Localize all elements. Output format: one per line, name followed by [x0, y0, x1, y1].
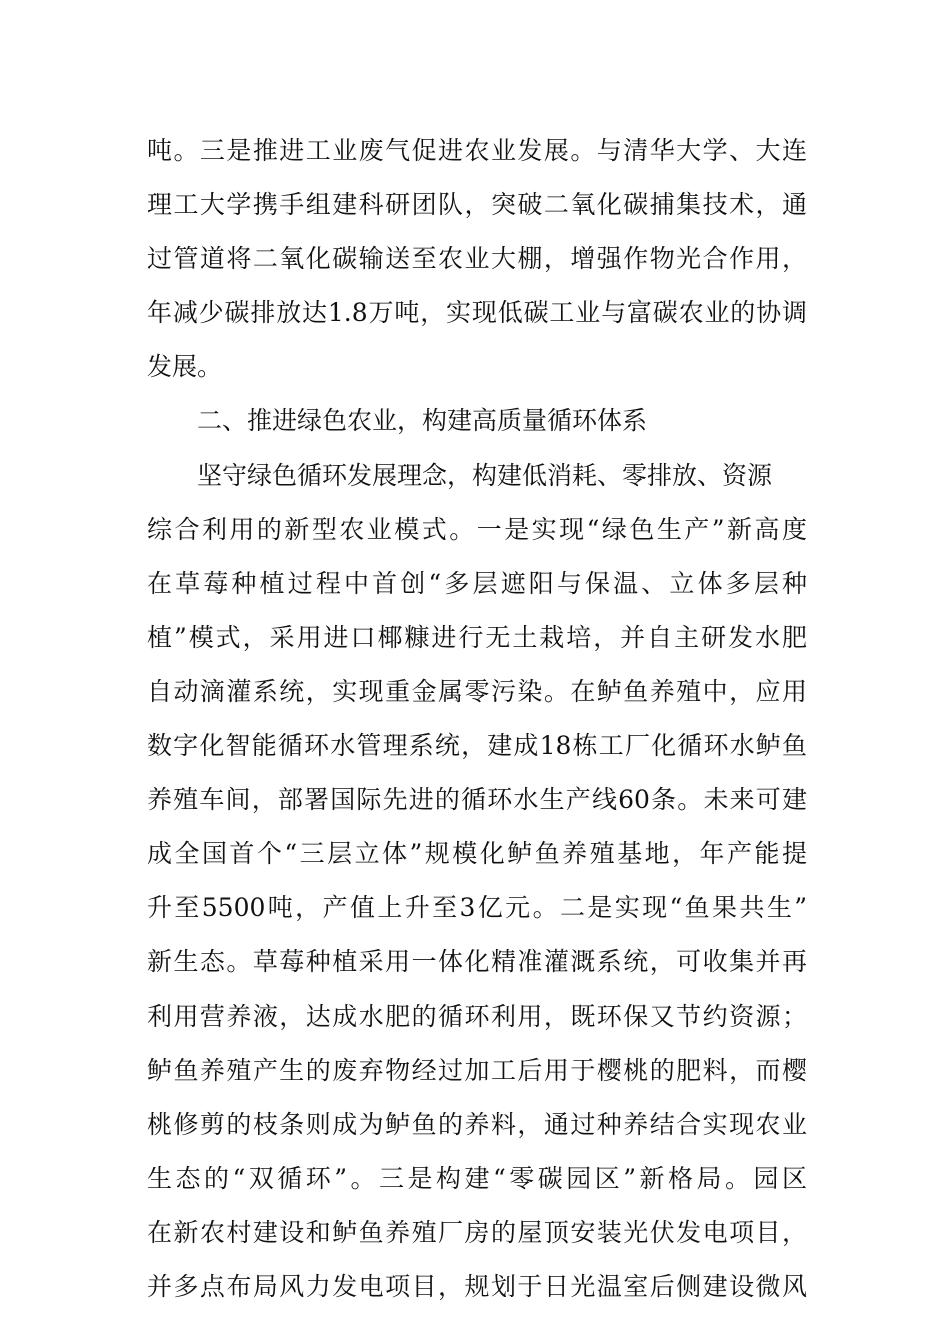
text-line: 发展。 [147, 352, 223, 382]
text-line: 年减少碳排放达1.8万吨，实现低碳工业与富碳农业的协调 [147, 298, 807, 328]
text-line: 在草莓种植过程中首创“多层遮阳与保温、立体多层种 [147, 568, 807, 598]
text-line: 过管道将二氧化碳输送至农业大棚，增强作物光合作用， [147, 244, 807, 274]
text-line: 坚守绿色循环发展理念，构建低消耗、零排放、资源 [197, 460, 773, 490]
text-line: 数字化智能循环水管理系统，建成18栋工厂化循环水鲈鱼 [147, 731, 807, 761]
text-line: 成全国首个“三层立体”规模化鲈鱼养殖基地，年产能提 [147, 839, 807, 869]
text-line: 新生态。草莓种植采用一体化精准灌溉系统，可收集并再 [147, 947, 807, 977]
text-line: 综合利用的新型农业模式。一是实现“绿色生产”新高度 [147, 514, 807, 544]
text-line: 吨。三是推进工业废气促进农业发展。与清华大学、大连 [147, 136, 807, 165]
text-line: 生态的“双循环”。三是构建“零碳园区”新格局。园区 [147, 1163, 807, 1193]
text-line: 并多点布局风力发电项目，规划于日光温室后侧建设微风 [147, 1271, 807, 1301]
text-line: 植”模式，采用进口椰糠进行无土栽培，并自主研发水肥 [147, 622, 807, 652]
body-text [147, 124, 807, 1314]
text-line: 利用营养液，达成水肥的循环利用，既环保又节约资源； [147, 1001, 807, 1031]
text-line: 养殖车间，部署国际先进的循环水生产线60条。未来可建 [147, 785, 807, 815]
text-line: 升至5500吨，产值上升至3亿元。二是实现“鱼果共生” [147, 893, 807, 923]
section-heading: 二、推进绿色农业，构建高质量循环体系 [197, 406, 648, 436]
text-line: 理工大学携手组建科研团队，突破二氧化碳捕集技术，通 [147, 190, 807, 220]
text-line: 自动滴灌系统，实现重金属零污染。在鲈鱼养殖中，应用 [147, 676, 807, 706]
text-line: 桃修剪的枝条则成为鲈鱼的养料，通过种养结合实现农业 [147, 1109, 807, 1139]
text-line: 在新农村建设和鲈鱼养殖厂房的屋顶安装光伏发电项目， [147, 1217, 807, 1247]
text-line: 鲈鱼养殖产生的废弃物经过加工后用于樱桃的肥料，而樱 [147, 1055, 807, 1085]
